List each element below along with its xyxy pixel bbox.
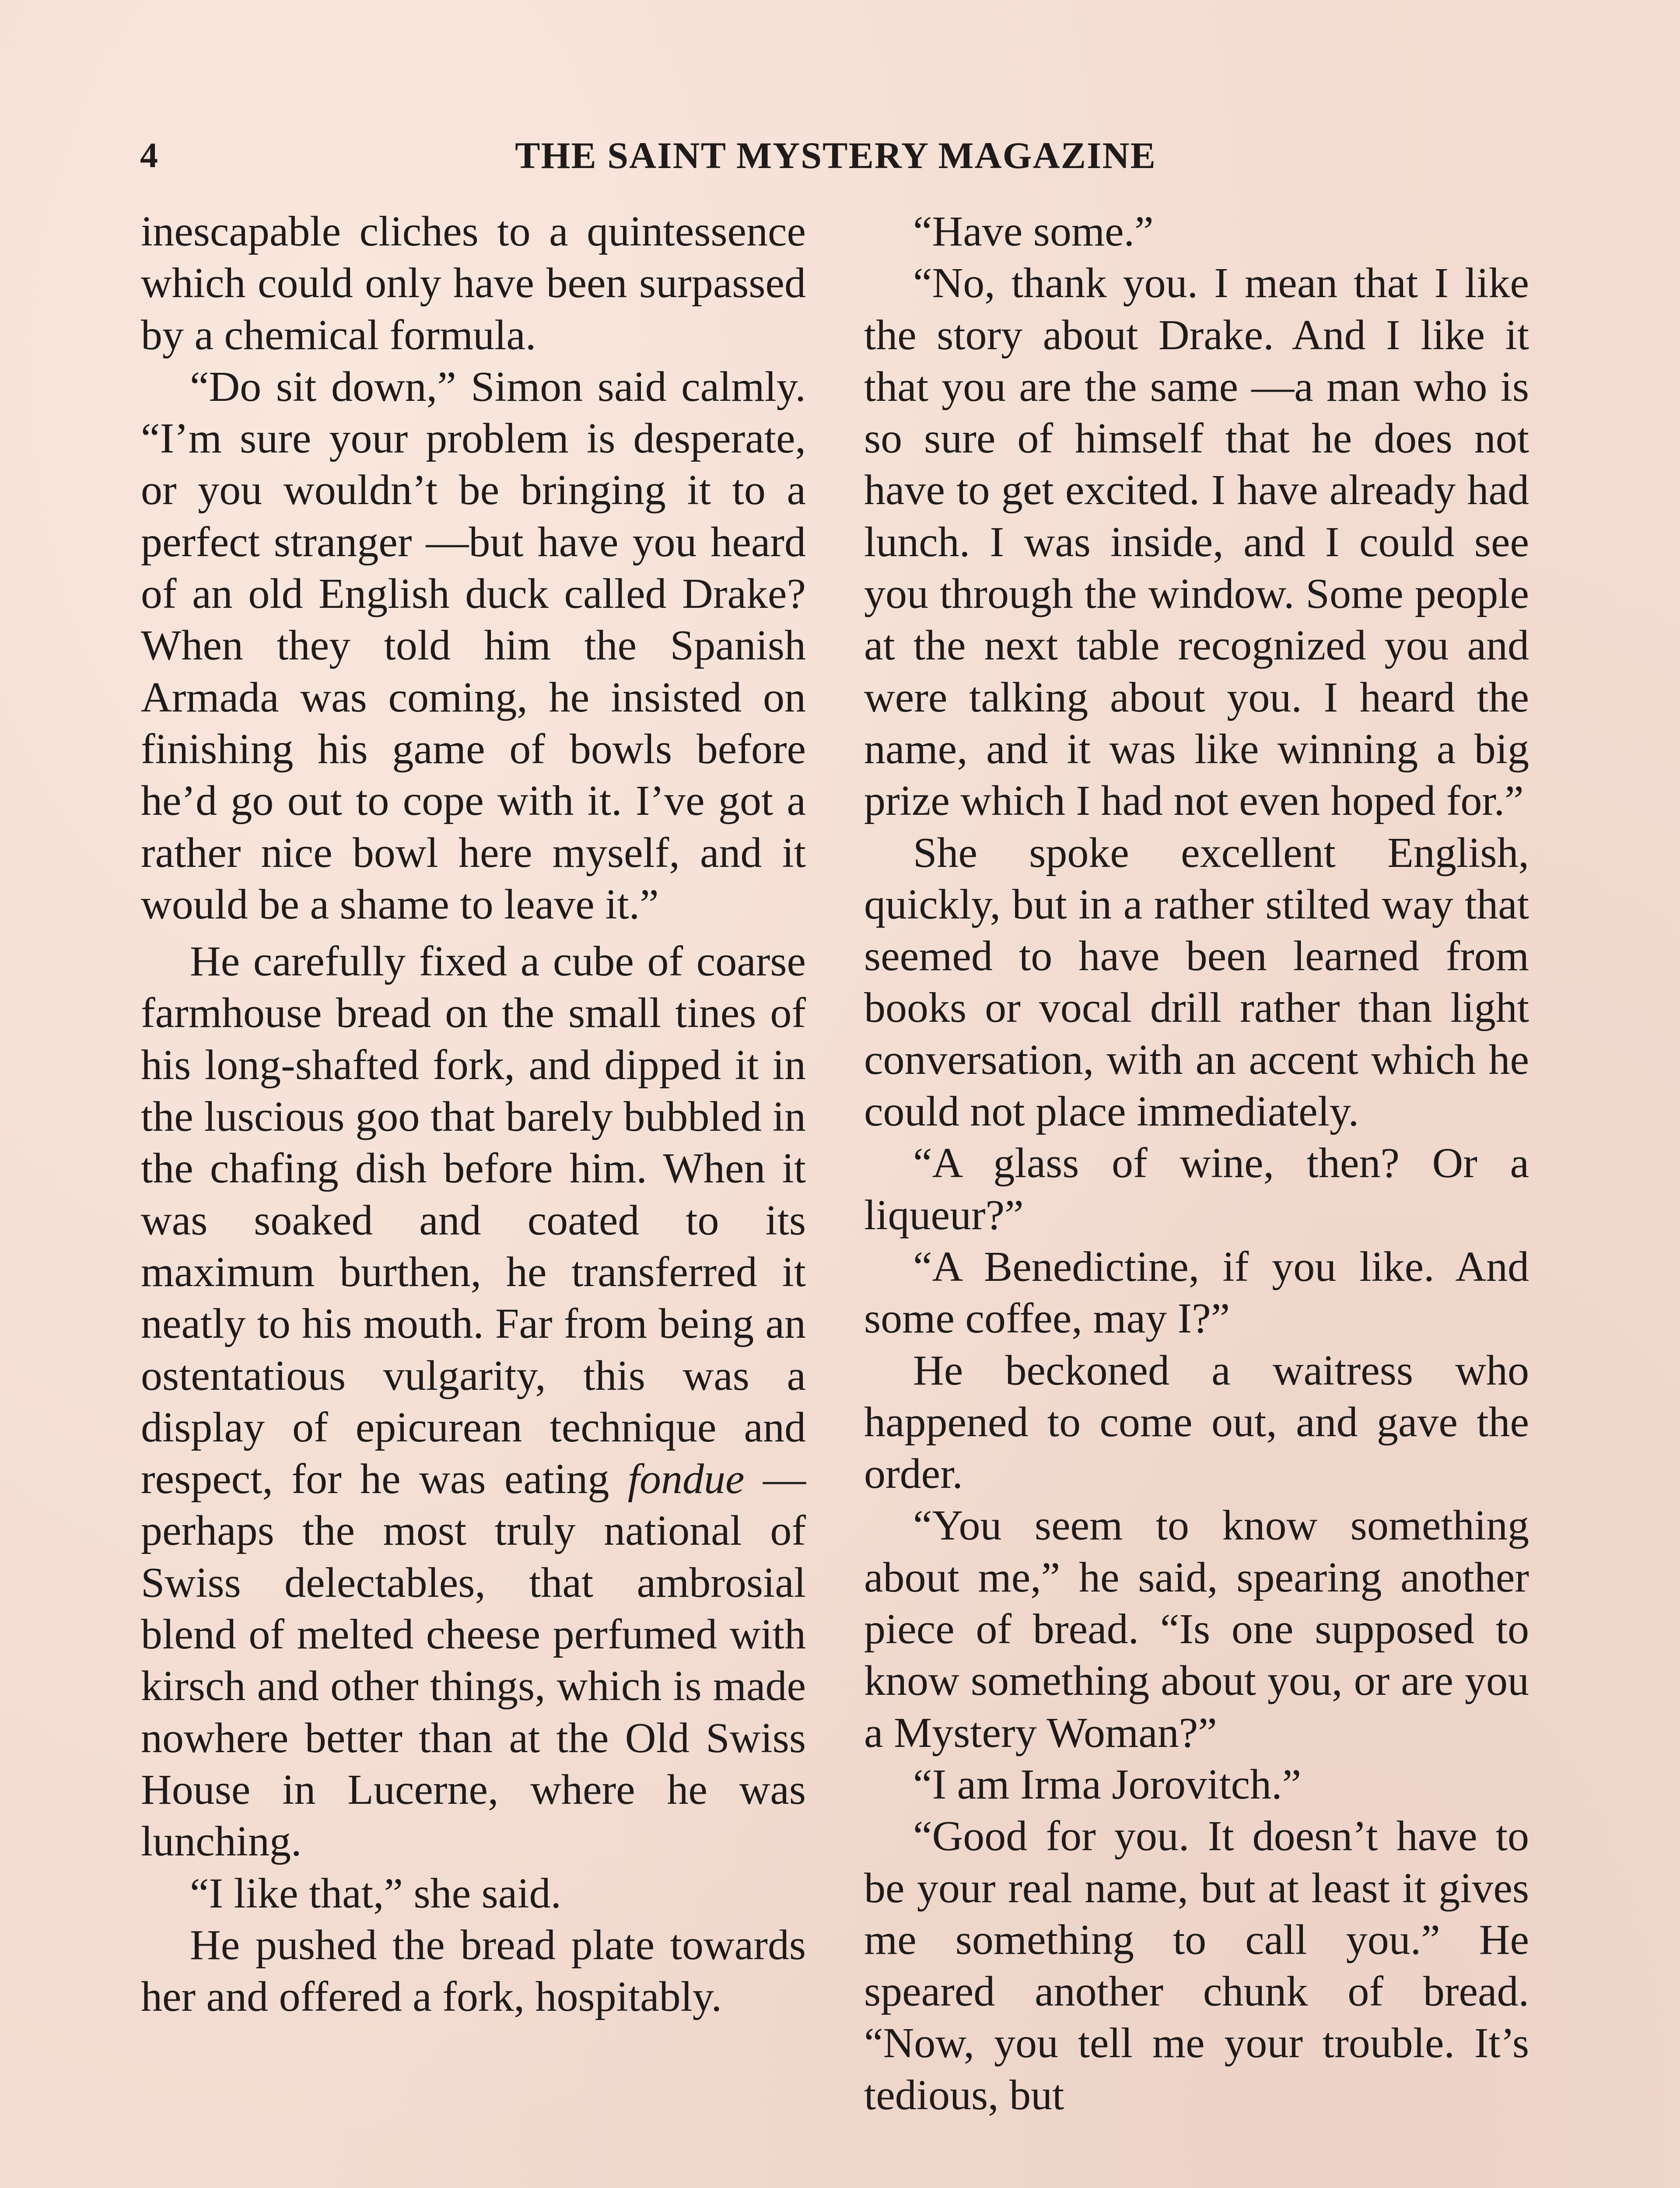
left-column: [141, 206, 806, 2023]
paragraph: “Good for you. It doesn’t have to be your real name, but at least it gives me something to call you.” He speared another chunk of bread. “Now, you tell me your trouble. It’s tedious, but: [864, 1813, 1529, 2119]
page-number: 4: [140, 135, 158, 175]
paragraph: “A glass of wine, then? Or a liqueur?”: [864, 1140, 1529, 1239]
paragraph: She spoke excellent English, quickly, but in a rather stilted way that seemed to have been learned from books or vocal drill rather than light conversation, with an accent which he could not place immediately.: [864, 829, 1529, 1136]
paragraph: “Do sit down,” Simon said calmly. “I’m sure your problem is desperate, or you wouldn’t be bringing it to a perfect stranger —but have you heard of an old English duck called Drake? When they told him the Spanish Armada was coming, he insisted on finishing his game of bowls before he’d go out to cope with it. I’ve got a rather nice bowl here myself, and it would be a shame to leave it.”: [141, 363, 806, 928]
paragraph: He pushed the bread plate towards her and offered a fork, hospitably.: [141, 1921, 806, 2021]
page-header: [140, 131, 1531, 184]
paragraph-text: —perhaps the most truly national of Swiss delectables, that ambrosial blend of melted cheese perfumed with kirsch and other things, which is made nowhere better than at the Old Swiss House in Lucerne, where he was lunching.: [141, 1455, 806, 1865]
paragraph: “No, thank you. I mean that I like the story about Drake. And I like it that you are the same —a man who is so sure of himself that he does not have to get excited. I have already had lunch. I was inside, and I could see you through the window. Some people at the next table recognized you and were talking about you. I heard the name, and it was like winning a big prize which I had not even hoped for.”: [864, 259, 1529, 825]
paragraph: [141, 936, 806, 1867]
paragraph: “I am Irma Jorovitch.”: [913, 1760, 1302, 1808]
paragraph: “Have some.”: [913, 208, 1154, 255]
running-head: THE SAINT MYSTERY MAGAZINE: [515, 134, 1156, 176]
paragraph-text: He carefully fixed a cube of coarse farmhouse bread on the small tines of his long-shafted fork, and dipped it in the luscious goo that barely bubbled in the chafing dish before him. When it was soaked and coated to its maximum burthen, he transferred it neatly to his mouth. Far from being an ostentatious vulgarity, this was a display of epicurean technique and respect, for he was eating: [141, 938, 806, 1503]
paragraph: He beckoned a waitress who happened to come out, and gave the order.: [864, 1346, 1529, 1498]
paragraph: inescapable cliches to a quintessence which could only have been surpassed by a chemical formula.: [141, 208, 806, 359]
italic-word: fondue: [627, 1455, 745, 1503]
paragraph: “You seem to know something about me,” he said, spearing another piece of bread. “Is one supposed to know something about you, or are you a Mystery Woman?”: [864, 1502, 1529, 1757]
right-column: [864, 206, 1529, 2121]
paragraph: “I like that,” she said.: [190, 1869, 562, 1917]
paragraph: “A Benedictine, if you like. And some coffee, may I?”: [864, 1243, 1529, 1343]
